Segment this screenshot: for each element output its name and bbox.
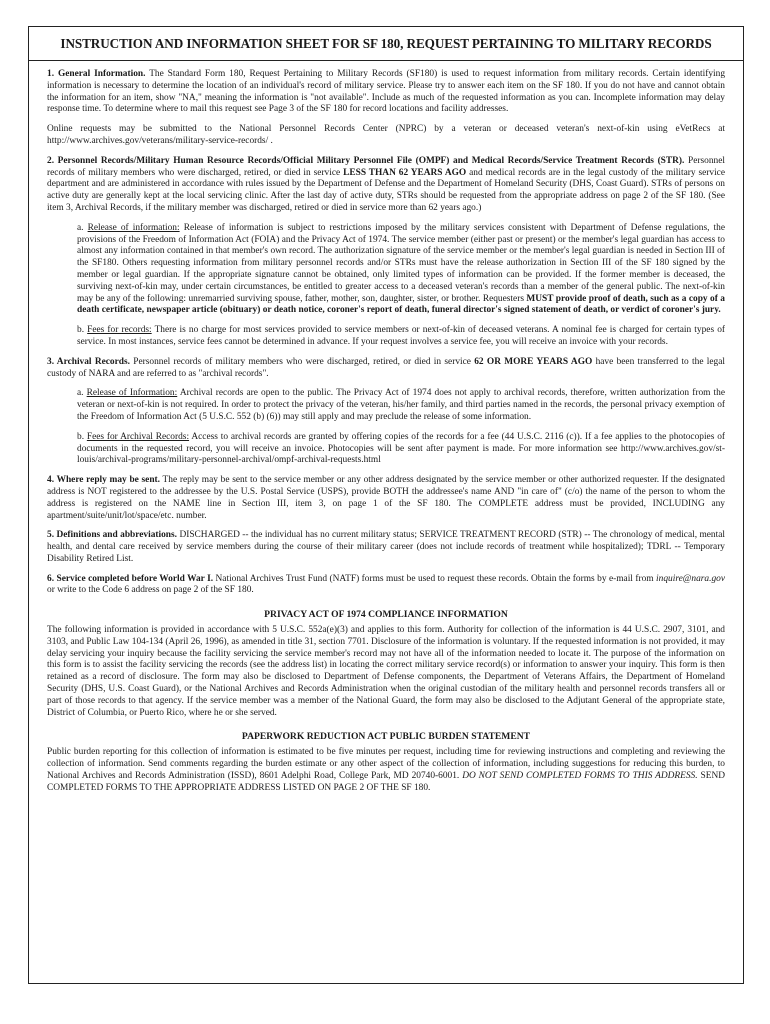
subsection-heading: Release of Information: [86,388,178,399]
section-text: Personnel records of military members who were discharged, retired, or died in service [47,155,725,178]
section-archival-records [47,357,725,381]
subsection-fees-for-records [77,325,725,349]
privacy-act-text: The following information is provided in accordance with 5 U.S.C. 552a(e)(3) and applies to this form. Authority for collection of the information is 44 U.S.C. 2907, 3101, and 3103, and Public Law 104-134 (April 26, 1996), as amended in title 31, section 7701. Disclosure of the information is voluntary. If the requested information is not provided, it may delay servicing your inquiry because the facility servicing the service member's record may not have all of the information needed to locate it. The purpose of the information on this form is to assist the facility servicing the records (see the address list) in locating the correct military service record(s) or information to answer your inquiry. This form is then retained as a record of disclosure. The form may also be disclosed to Department of Defense components, the Department of Veterans Affairs, the Department of Homeland Security (DHS, U.S. Coast Guard), or the National Archives and Records Administration when the original custodian of the military health and personnel records transfers all or part of those records to that agency. If the service member was a member of the National Guard, the form may also be disclosed to the Adjutant General of the appropriate state, District of Columbia, or Puerto Rico, where he or she served. [47,625,725,718]
subsection-text: Archival records are open to the public. The Privacy Act of 1974 does not apply to archival records, therefore, written authorization from the veteran or next-of-kin is not required. In order to protect the privacy of the veteran, his/her family, and third parties named in the records, the personal privacy exemption of the Freedom of Information Act (5 U.S.C. 552 (b) (6)) may still apply and may preclude the release of some information. [77,388,725,422]
subsection-label: a. [77,388,84,399]
section-heading: 4. Where reply may be sent. [47,475,161,486]
paperwork-text: Public burden reporting for this collection of information is estimated to be five minutes per request, including time for reviewing instructions and completing and reviewing the collection of information. Send comments regarding the burden estimate or any other aspect of the collection of information, including suggestions for reducing this burden, to National Archives and Records Administration (ISSD), 8601 Adelphi Road, College Park, MD 20740-6001. [47,747,725,781]
section-heading: 5. Definitions and abbreviations. [47,530,178,541]
subsection-heading: Fees for Archival Records: [86,431,190,442]
online-requests-paragraph: Online requests may be submitted to the National Personnel Records Center (NPRC) by a veteran or deceased veteran's next-of-kin using eVetRecs at http://www.archives.gov/veterans/military-service-records/ . [47,124,725,146]
subsection-text: Access to archival records are granted by offering copies of the records for a fee (44 U.S.C. 2116 (c)). If a fee applies to the photocopies of documents in the requested record, you will receive an invoice. Photocopies will be sent after payment is made. For more information see http://www.archives.gov/st-louis/archival-programs/military-personnel-archival/ompf-archival-requests.html [77,431,725,466]
section-heading: 6. Service completed before World War I. [47,573,214,584]
subsection-archival-fees [77,432,725,467]
section-text: The reply may be sent to the service member or any other address designated by the service member or other authorized requester. If the designated address is NOT registered to the addressee by the U.S. Postal Service (USPS), provide BOTH the addressee's name AND "in care of" (c/o) the name of the person to whom the address is registered on the NAME line in Section III, item 3, on page 1 of the SF 180. The COMPLETE address must be provided, INCLUDING any apartment/suite/unit/lot/space/etc. number. [47,475,725,521]
subsection-archival-release [77,388,725,423]
section-text: and medical records are in the legal custody of the military service department and are administered in accordance with rules issued by the Department of Defense and the Department of Homeland Security (DHS, Coast Guard). STRs of persons on active duty are generally kept at the local servicing clinic. After the last day of active duty, STRs should be requested from the appropriate address on page 2 of the SF 180. (See item 3, Archival Records, if the military member was discharged, retired or died in service more than 62 years ago.) [47,167,725,213]
paperwork-act-heading: PAPERWORK REDUCTION ACT PUBLIC BURDEN STATEMENT [241,731,531,743]
privacy-act-heading: PRIVACY ACT OF 1974 COMPLIANCE INFORMATION [264,609,508,621]
section-where-reply-sent [47,475,725,522]
section-heading: 1. General Information. [47,69,146,79]
section-text: National Archives Trust Fund (NATF) forms must be used to request these records. Obtain the forms by e-mail from [213,573,657,584]
section-definitions [47,530,725,565]
section-heading: 3. Archival Records. [47,356,130,367]
paperwork-act-text [47,747,725,794]
subsection-heading: Fees for records: [87,325,152,336]
subsection-label: b. [77,431,85,442]
instruction-sheet [28,26,744,984]
subsection-label: b. [77,325,85,336]
document-body [47,69,725,802]
emphasis-text: 62 OR MORE YEARS AGO [474,356,593,367]
subsection-release-of-information [77,223,725,317]
emphasis-text: MUST provide proof of death, such as a copy of a death certificate, newspaper article (obituary) or death notice, coroner's report of death, funeral director's signed statement of death, or verdict of coroner's jury. [77,293,725,316]
subsection-text: Release of information is subject to restrictions imposed by the military services consistent with Department of Defense regulations, the provisions of the Freedom of Information Act (FOIA) and the Privacy Act of 1974. The service member (either past or present) or the member's legal guardian has access to almost any information contained in that member's own record. The authorization signature of the service member or the member's legal guardian is needed in Section III of the SF180. Others requesting information from military personnel records and/or STRs must have the release authorization in Section III of the SF 180 signed by the member or legal guardian. If the appropriate signature cannot be obtained, only limited types of information can be provided. If the former member is deceased, the surviving next-of-kin may, under certain circumstances, be entitled to greater access to a deceased veteran's records than a member of the general public. The next-of-kin may be any of the following: unremarried surviving spouse, father, mother, son, daughter, sister, or brother. Requesters [77,222,726,304]
subsection-label: a. [77,222,84,233]
section-pre-wwi-service [47,574,725,598]
section-text: The Standard Form 180, Request Pertaining to Military Records (SF180) is used to request information from military records. Certain identifying information is necessary to determine the location of an individual's record of military service. Please try to answer each item on the SF 180. If you do not have and cannot obtain the information for an item, show "NA," meaning the information is "not available". Include as much of the requested information as you can. Incomplete information may delay response time. To determine where to mail this request see Page 3 of the SF 180 for record locations and facility addresses. [47,69,726,115]
warning-text: DO NOT SEND COMPLETED FORMS TO THIS ADDRESS. [462,770,698,781]
page-title: INSTRUCTION AND INFORMATION SHEET FOR SF 180, REQUEST PERTAINING TO MILITARY RECORDS [29,27,743,61]
emphasis-text: LESS THAN 62 YEARS AGO [343,167,467,178]
section-text: Personnel records of military members who were discharged, retired, or died in service [129,356,475,367]
email-link[interactable]: inquire@nara.gov [656,573,725,584]
section-heading: 2. Personnel Records/Military Human Resource Records/Official Military Personnel File (OMPF) and Medical Records/Service Treatment Records (STR). [47,155,685,166]
subsection-heading: Release of information: [87,222,180,233]
section-general-information [47,69,725,116]
subsection-text: There is no charge for most services provided to service members or next-of-kin of deceased veterans. A nominal fee is charged for certain types of service. In most instances, service fees cannot be determined in advance. If your request involves a service fee, you will receive an invoice with your records. [77,325,726,347]
section-text: or write to the Code 6 address on page 2 of the SF 180. [47,585,254,596]
section-personnel-records [47,156,725,215]
section-text: DISCHARGED -- the individual has no current military status; SERVICE TREATMENT RECORD (STR) -- The chronology of medical, mental health, and dental care received by service members during the course of their military career (does not include records of treatment while hospitalized); TDRL -- Temporary Disability Retired List. [47,530,725,564]
section-text: have been transferred to the legal custody of NARA and are referred to as "archival records". [47,356,725,379]
paperwork-text: SEND COMPLETED FORMS TO THE APPROPRIATE ADDRESS LISTED ON PAGE 2 OF THE SF 180. [47,770,726,793]
